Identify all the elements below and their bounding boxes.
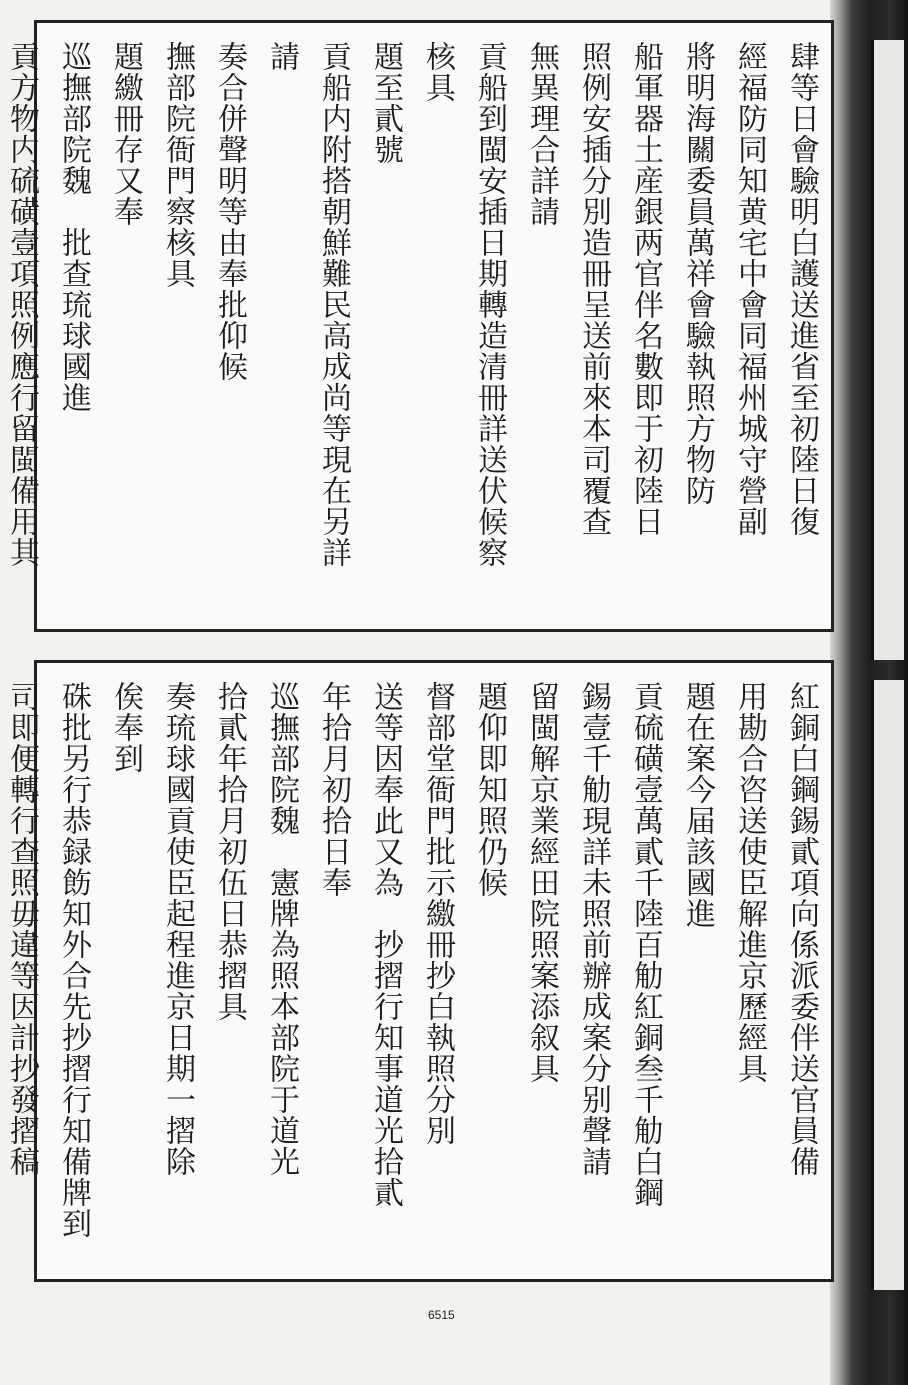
top-panel-column: 貢船到閩安插日期轉造清冊詳送伏候察	[472, 41, 507, 568]
top-panel-column: 題至貳號	[368, 41, 403, 165]
top-panel-column: 照例安插分別造冊呈送前來本司覆查	[576, 41, 611, 537]
bottom-panel-column: 題在案今届該國進	[680, 681, 715, 929]
bottom-panel-column: 錫壹千觔現詳未照前辦成案分别聲請	[576, 681, 611, 1177]
top-panel-column: 題繳冊存又奉	[108, 41, 143, 227]
top-panel-column: 將明海關委員萬祥會驗執照方物防	[680, 41, 715, 506]
bottom-panel-column: 年拾月初拾日奉	[316, 681, 351, 898]
top-panel-column: 經福防同知黄宅中會同福州城守營副	[732, 41, 767, 537]
bottom-panel-column: 貢硫磺壹萬貳千陸百觔紅銅叁千觔白鋼	[628, 681, 663, 1208]
bottom-panel-column: 留閩解京業經田院照案添叙具	[524, 681, 559, 1084]
bottom-panel-column: 督部堂衙門批示繳冊抄白執照分別	[420, 681, 455, 1146]
bottom-panel-column: 用勘合咨送使臣解進京歷經具	[732, 681, 767, 1084]
top-panel-column: 無異理合詳請	[524, 41, 559, 227]
bottom-panel-column: 拾貳年拾月初伍日恭摺具	[212, 681, 247, 1022]
top-panel-column: 請	[264, 41, 299, 72]
bottom-panel-column: 題仰即知照仍候	[472, 681, 507, 898]
top-panel-column: 奏合併聲明等由奉批仰候	[212, 41, 247, 382]
top-panel-column: 肆等日會驗明白護送進省至初陸日復	[784, 41, 819, 537]
top-panel-column: 貢船内附搭朝鮮難民高成尚等現在另詳	[316, 41, 351, 568]
bottom-panel-column: 司即便轉行查照毋違等因計抄發摺稿	[4, 681, 39, 1177]
top-panel-column: 貢方物内硫磺壹項照例應行留閩備用其	[4, 41, 39, 568]
bottom-panel-column: 紅銅白鋼錫貳項向係派委伴送官員備	[784, 681, 819, 1177]
bottom-panel-column: 送等因奉此又為 抄摺行知事道光拾貳	[368, 681, 403, 1208]
bottom-panel-column: 硃批另行恭録飭知外合先抄摺行知備牌到	[56, 681, 91, 1239]
document-panel-bottom	[4, 660, 834, 1282]
bottom-panel-column: 俟奉到	[108, 681, 143, 774]
page-number: 6515	[428, 1308, 455, 1322]
bottom-panel-column: 奏琉球國貢使臣起程進京日期一摺除	[160, 681, 195, 1177]
adjacent-page-edge-bottom	[871, 680, 904, 1290]
text-columns-top	[4, 23, 831, 629]
top-panel-column: 撫部院衙門察核具	[160, 41, 195, 289]
document-panel-top	[4, 20, 834, 632]
top-panel-column: 核具	[420, 41, 455, 103]
top-panel-column: 巡撫部院魏 批查琉球國進	[56, 41, 91, 413]
bottom-panel-column: 巡撫部院魏 憲牌為照本部院于道光	[264, 681, 299, 1177]
adjacent-page-edge-top	[871, 40, 904, 660]
text-columns-bottom	[4, 663, 831, 1279]
top-panel-column: 船軍器土産銀两官伴名數即于初陸日	[628, 41, 663, 537]
